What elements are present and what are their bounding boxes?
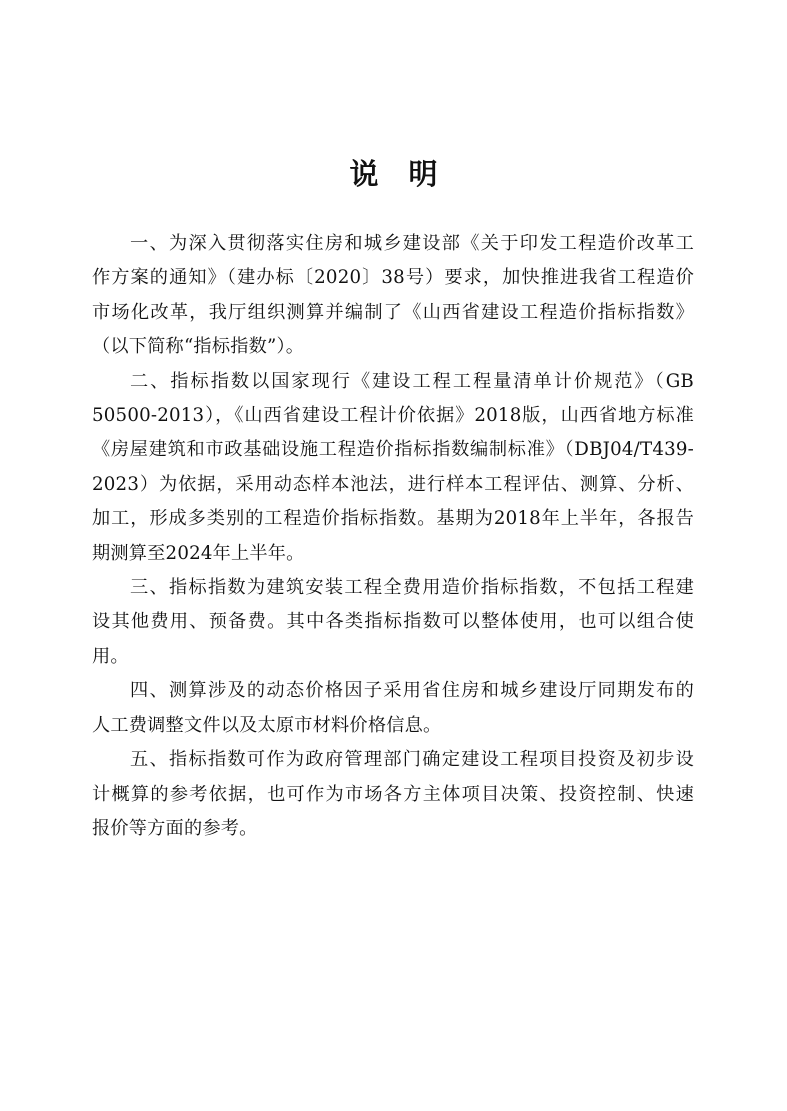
paragraph-line: 2023）为依据，采用动态样本池法，进行样本工程评估、测算、分析、 [92,473,694,495]
paragraph-line: 设其他费用、预备费。其中各类指标指数可以整体使用，也可以组合使 [92,611,694,633]
paragraph-4 [92,674,694,743]
page-title: 说明 [349,157,468,191]
paragraph-1 [92,227,694,365]
document-body [92,227,694,846]
paragraph-line: 市场化改革，我厅组织测算并编制了《山西省建设工程造价指标指数》 [92,301,694,323]
paragraph-line: 人工费调整文件以及太原市材料价格信息。 [92,714,442,736]
paragraph-line: 一、为深入贯彻落实住房和城乡建设部《关于印发工程造价改革工 [130,233,694,254]
paragraph-line: （以下简称“指标指数”）。 [92,336,305,358]
paragraph-line: 《房屋建筑和市政基础设施工程造价指标指数编制标准》（DBJ04/T439- [92,439,694,461]
paragraph-2 [92,365,694,571]
paragraph-5 [92,743,694,846]
paragraph-line: 五、指标指数可作为政府管理部门确定建设工程项目投资及初步设 [130,749,694,771]
paragraph-line: 计概算的参考依据，也可作为市场各方主体项目决策、投资控制、快速 [92,783,694,805]
paragraph-line: 二、指标指数以国家现行《建设工程工程量清单计价规范》（GB [130,370,694,392]
paragraph-line: 作方案的通知》（建办标〔2020〕38号）要求，加快推进我省工程造价 [92,267,694,289]
paragraph-line: 加工，形成多类别的工程造价指标指数。基期为2018年上半年，各报告 [92,508,694,530]
paragraph-line: 50500-2013），《山西省建设工程计价依据》2018版，山西省地方标准 [92,405,694,427]
paragraph-line: 三、指标指数为建筑安装工程全费用造价指标指数，不包括工程建 [130,577,694,599]
paragraph-line: 期测算至2024年上半年。 [92,542,305,564]
paragraph-line: 报价等方面的参考。 [92,817,258,839]
paragraph-3 [92,571,694,674]
paragraph-line: 四、测算涉及的动态价格因子采用省住房和城乡建设厅同期发布的 [130,680,694,702]
paragraph-line: 用。 [92,645,129,667]
